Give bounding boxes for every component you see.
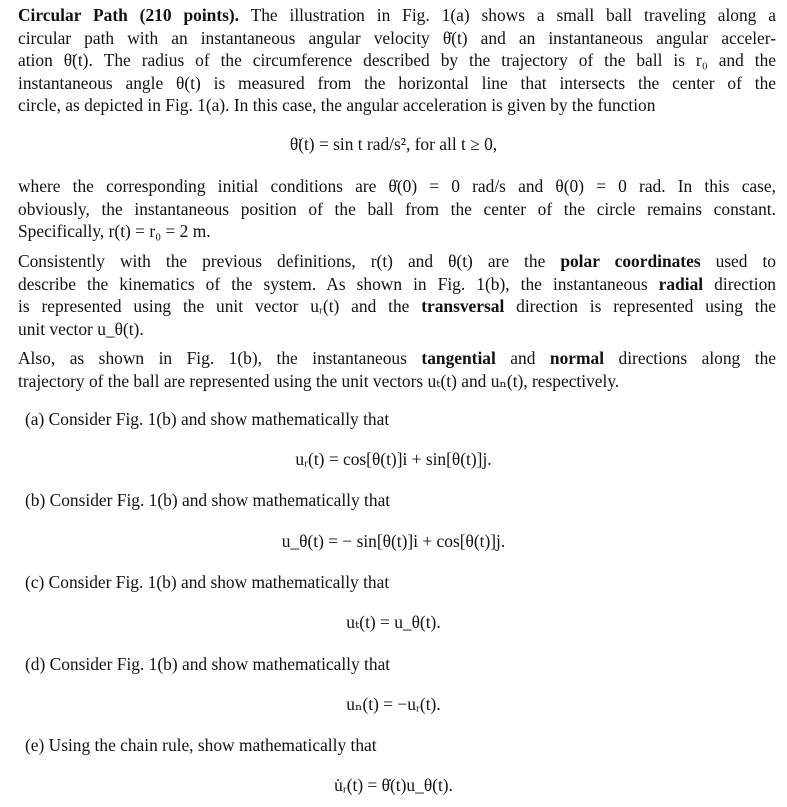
conditions-line-1: where the corresponding initial conditions are θ̇(0) = 0 rad/s and θ(0) = 0 rad. In this case, xyxy=(18,176,776,196)
polar-line-3: is represented using the unit vector uᵣ(t) and the transversal direction is represented using the xyxy=(18,296,776,316)
intro-paragraph xyxy=(18,4,776,117)
part-e-equation: u̇ᵣ(t) = θ̇(t)u_θ(t). xyxy=(334,775,453,795)
intro-line-4: instantaneous angle θ(t) is measured from the horizontal line that intersects the center of the xyxy=(18,72,776,93)
part-d-equation: uₙ(t) = −uᵣ(t). xyxy=(346,694,441,714)
problem-title: Circular Path (210 points). xyxy=(18,5,240,25)
tangential-term: tangential xyxy=(421,348,496,368)
part-c-statement: (c) Consider Fig. 1(b) and show mathematically that xyxy=(25,572,390,592)
polar-line-4: unit vector u_θ(t). xyxy=(18,318,144,339)
angular-acceleration-equation: θ̈(t) = sin t rad/s², for all t ≥ 0, xyxy=(289,134,498,154)
conditions-paragraph xyxy=(18,175,776,243)
conditions-line-3: Specifically, r(t) = r₀ = 2 m. xyxy=(18,221,211,241)
transversal-term: transversal xyxy=(421,296,505,316)
tangential-line-1: Also, as shown in Fig. 1(b), the instantaneous tangential and normal directions along the xyxy=(18,348,776,368)
part-d-statement: (d) Consider Fig. 1(b) and show mathematically that xyxy=(25,654,391,674)
normal-term: normal xyxy=(549,348,605,368)
intro-line-5: circle, as depicted in Fig. 1(a). In this case, the angular acceleration is given by the function xyxy=(18,95,656,115)
part-b-statement: (b) Consider Fig. 1(b) and show mathematically that xyxy=(25,490,391,510)
part-a-statement: (a) Consider Fig. 1(b) and show mathematically that xyxy=(25,409,390,429)
conditions-line-2: obviously, the instantaneous position of the ball from the center of the circle remains constant. xyxy=(18,198,776,219)
polar-coordinates-term: polar coordinates xyxy=(560,251,701,271)
tangential-normal-paragraph xyxy=(18,347,776,392)
part-a-equation: uᵣ(t) = cos[θ(t)]i + sin[θ(t)]j. xyxy=(295,449,492,469)
polar-line-2: describe the kinematics of the system. As shown in Fig. 1(b), the instantaneous radial direction xyxy=(18,273,776,294)
intro-line-3: ation θ̈(t). The radius of the circumference described by the trajectory of the ball is r₀ and the xyxy=(18,50,776,70)
polar-line-1: Consistently with the previous definitions, r(t) and θ(t) are the polar coordinates used to xyxy=(18,251,777,271)
part-e-statement: (e) Using the chain rule, show mathematically that xyxy=(25,735,377,755)
part-b-equation: u_θ(t) = − sin[θ(t)]i + cos[θ(t)]j. xyxy=(281,531,506,551)
intro-line-2: circular path with an instantaneous angular velocity θ̇(t) and an instantaneous angular acceler- xyxy=(18,27,776,48)
radial-term: radial xyxy=(658,273,704,294)
tangential-line-2: trajectory of the ball are represented using the unit vectors uₜ(t) and uₙ(t), respectively. xyxy=(18,370,620,391)
part-c-equation: uₜ(t) = u_θ(t). xyxy=(346,612,441,632)
polar-coordinates-paragraph xyxy=(18,250,776,340)
intro-line-1: Circular Path (210 points). The illustration in Fig. 1(a) shows a small ball traveling along a xyxy=(18,5,776,25)
